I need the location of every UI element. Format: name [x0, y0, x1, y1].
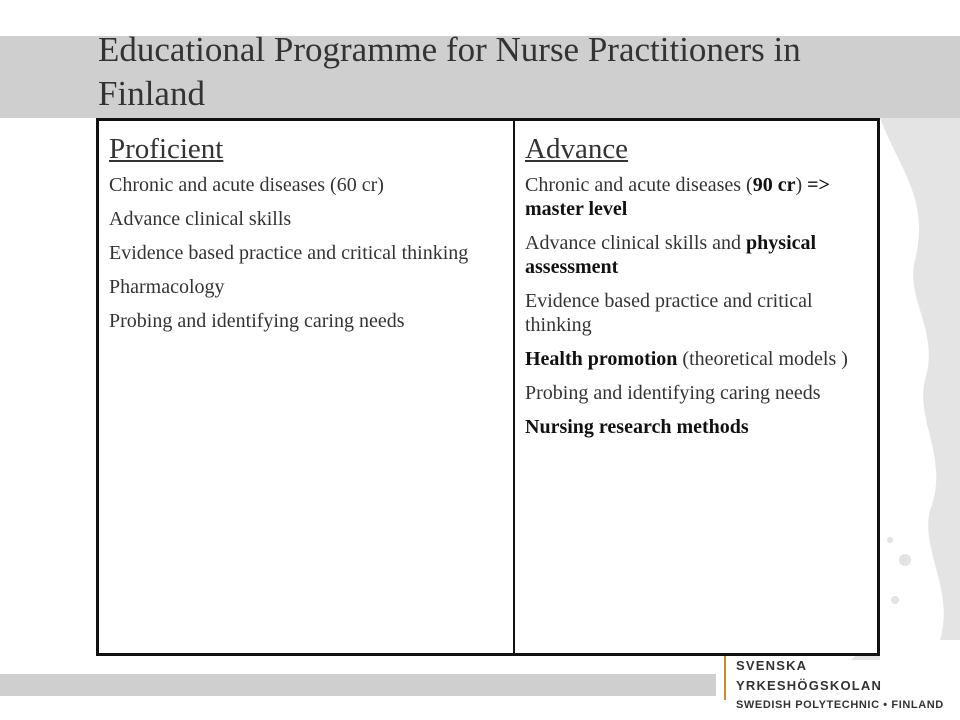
logo-name: SVENSKA YRKESHÖGSKOLAN [736, 658, 883, 693]
proficient-items [109, 173, 503, 333]
institution-logo [724, 656, 954, 711]
programme-item [525, 289, 867, 337]
island-shape [887, 537, 893, 543]
programme-table [96, 118, 880, 656]
coastline-shape [880, 118, 960, 640]
column-heading: Proficient [109, 133, 224, 165]
item-text: Chronic and acute diseases ( [525, 174, 753, 196]
programme-item [109, 173, 503, 197]
logo-subtitle: SWEDISH POLYTECHNIC • FINLAND [736, 699, 944, 711]
item-text: Chronic and acute diseases (60 cr) [109, 174, 384, 196]
island-shape [891, 596, 899, 604]
advance-items [525, 173, 867, 439]
programme-item [525, 347, 867, 371]
footer-band [0, 674, 716, 696]
programme-item [109, 207, 503, 231]
programme-item [109, 241, 503, 265]
programme-item [525, 231, 867, 279]
advance-column [515, 121, 877, 653]
island-shape [899, 554, 911, 566]
item-text: (theoretical models ) [677, 348, 848, 370]
item-text: Pharmacology [109, 276, 225, 298]
item-text: ) [795, 174, 808, 196]
item-text: Advance clinical skills and [525, 232, 747, 254]
item-text-bold: => master level [525, 174, 830, 220]
programme-item [525, 173, 867, 221]
programme-item [525, 381, 867, 405]
item-text: Advance clinical skills [109, 208, 292, 230]
item-text: Evidence based practice and critical thinking [525, 290, 813, 336]
item-text: Evidence based practice and critical thinking [109, 242, 469, 264]
item-text-bold: physical assessment [525, 232, 817, 278]
programme-item [525, 415, 867, 439]
slide-title: Educational Programme for Nurse Practitioners in Finland [98, 30, 801, 113]
item-text-bold: 90 cr [752, 174, 796, 196]
proficient-column [99, 121, 515, 653]
item-text: Probing and identifying caring needs [109, 310, 405, 332]
programme-item [109, 309, 503, 333]
programme-item [109, 275, 503, 299]
item-text-bold: Health promotion [525, 348, 678, 370]
column-heading: Advance [525, 133, 629, 165]
item-text-bold: Nursing research methods [525, 416, 749, 438]
item-text: Probing and identifying caring needs [525, 382, 821, 404]
